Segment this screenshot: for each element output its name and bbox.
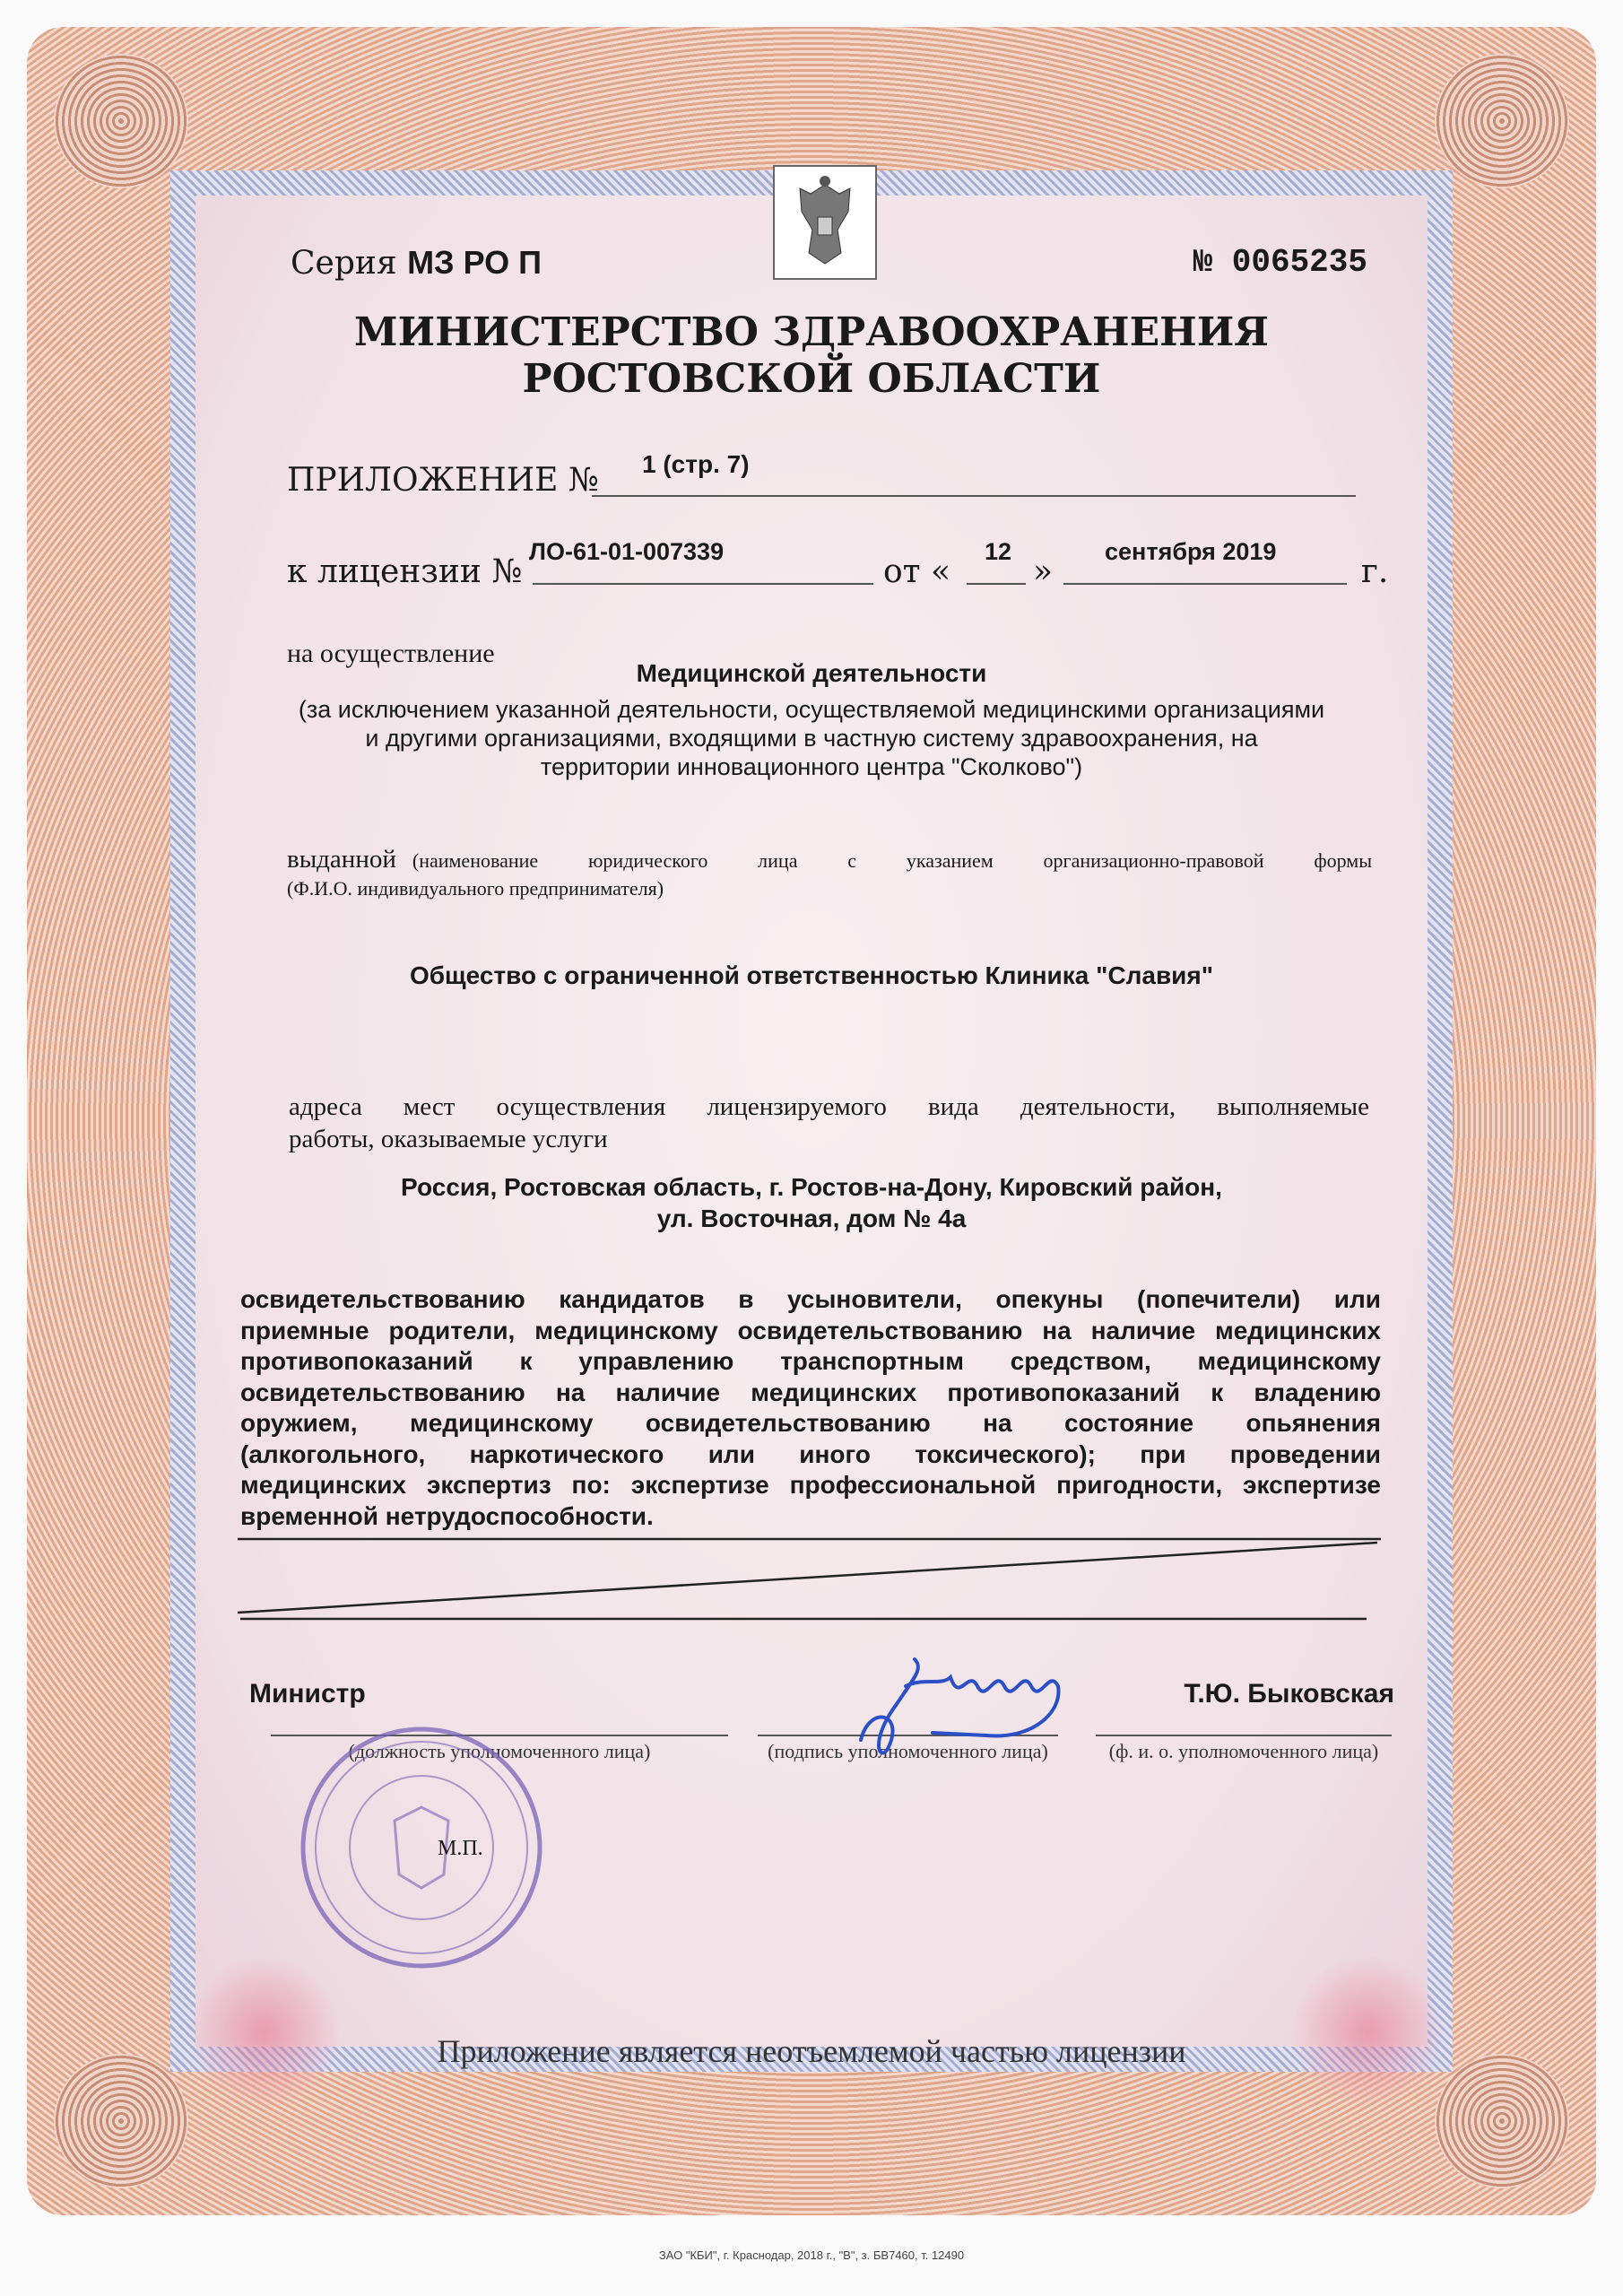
address-label: адреса мест осуществления лицензируемого вида деятельности, выполняемые: [289, 1092, 1369, 1121]
activity-label: на осуществление: [287, 639, 495, 668]
license-month-year: сентября 2019: [1105, 538, 1277, 565]
number-value: 0065235: [1231, 244, 1367, 281]
quote-close: »: [1033, 553, 1054, 590]
from-label: от «: [883, 553, 951, 590]
services-line: противопоказаний к управлению транспортным средством, медицинскому: [240, 1347, 1381, 1375]
services-line: освидетельствованию на наличие медицинских противопоказаний к владению: [240, 1378, 1381, 1406]
activity-detail-line: территории инновационного центра "Сколково"): [540, 753, 1083, 780]
signer-name: Т.Ю. Быковская: [1184, 1679, 1394, 1709]
appendix-value: 1 (стр. 7): [642, 450, 750, 478]
series-value: МЗ РО П: [407, 244, 542, 281]
license-day: 12: [985, 538, 1012, 565]
seal-label: М.П.: [438, 1837, 483, 1860]
organization-name: Общество с ограниченной ответственностью Клиника "Славия": [409, 961, 1213, 989]
signer-position: Министр: [249, 1679, 366, 1709]
signature-caption: (подпись уполномоченного лица): [768, 1740, 1048, 1762]
name-caption: (ф. и. о. уполномоченного лица): [1108, 1740, 1379, 1762]
series-label: Серия: [291, 245, 397, 282]
title-line: РОСТОВСКОЙ ОБЛАСТИ: [522, 356, 1101, 402]
issued-hint: (наименование юридического лица с указанием организационно-правовой формы: [412, 849, 1372, 872]
license-number: ЛО-61-01-007339: [529, 538, 725, 565]
printer-imprint: ЗАО "КБИ", г. Краснодар, 2018 г., "В", з. БВ7460, т. 12490: [658, 2248, 965, 2262]
appendix-note: Приложение является неотъемлемой частью лицензии: [437, 2033, 1186, 2069]
address-label-2: работы, оказываемые услуги: [289, 1125, 608, 1153]
services-line: оружием, медицинскому освидетельствованию на состояние опьянения: [240, 1409, 1381, 1437]
services-line: медицинских экспертиз по: экспертизе профессиональной пригодности, экспертизе: [240, 1471, 1381, 1499]
address-line: ул. Восточная, дом № 4а: [656, 1205, 967, 1232]
sign-line: [1096, 1735, 1392, 1736]
activity-detail-line: и другими организациями, входящими в частную систему здравоохранения, на: [365, 725, 1258, 752]
official-stamp: [296, 1722, 547, 1973]
services-line: приемные родители, медицинскому освидетельствованию на наличие медицинских: [240, 1316, 1381, 1344]
year-suffix: г.: [1361, 553, 1389, 590]
issued-label: выданной: [287, 845, 396, 874]
activity-name: Медицинской деятельности: [636, 659, 987, 687]
activity-detail-line: (за исключением указанной деятельности, осуществляемой медицинскими организациями: [298, 696, 1325, 723]
issued-hint-2: (Ф.И.О. индивидуального предпринимателя): [287, 877, 664, 900]
position-caption: (должность уполномоченного лица): [348, 1740, 651, 1762]
handwritten-signature: [852, 1650, 1085, 1767]
address-line: Россия, Ростовская область, г. Ростов-на-Дону, Кировский район,: [401, 1173, 1222, 1201]
number-label: №: [1193, 244, 1213, 281]
services-line: временной нетрудоспособности.: [240, 1501, 654, 1530]
license-label: к лицензии №: [287, 553, 523, 590]
appendix-label: ПРИЛОЖЕНИЕ №: [287, 462, 599, 499]
services-line: освидетельствованию кандидатов в усыновители, опекуны (попечители) или: [240, 1285, 1381, 1313]
services-line: (алкогольного, наркотического или иного токсического); при проведении: [240, 1439, 1381, 1468]
title-line: МИНИСТЕРСТВО ЗДРАВООХРАНЕНИЯ: [353, 309, 1270, 355]
